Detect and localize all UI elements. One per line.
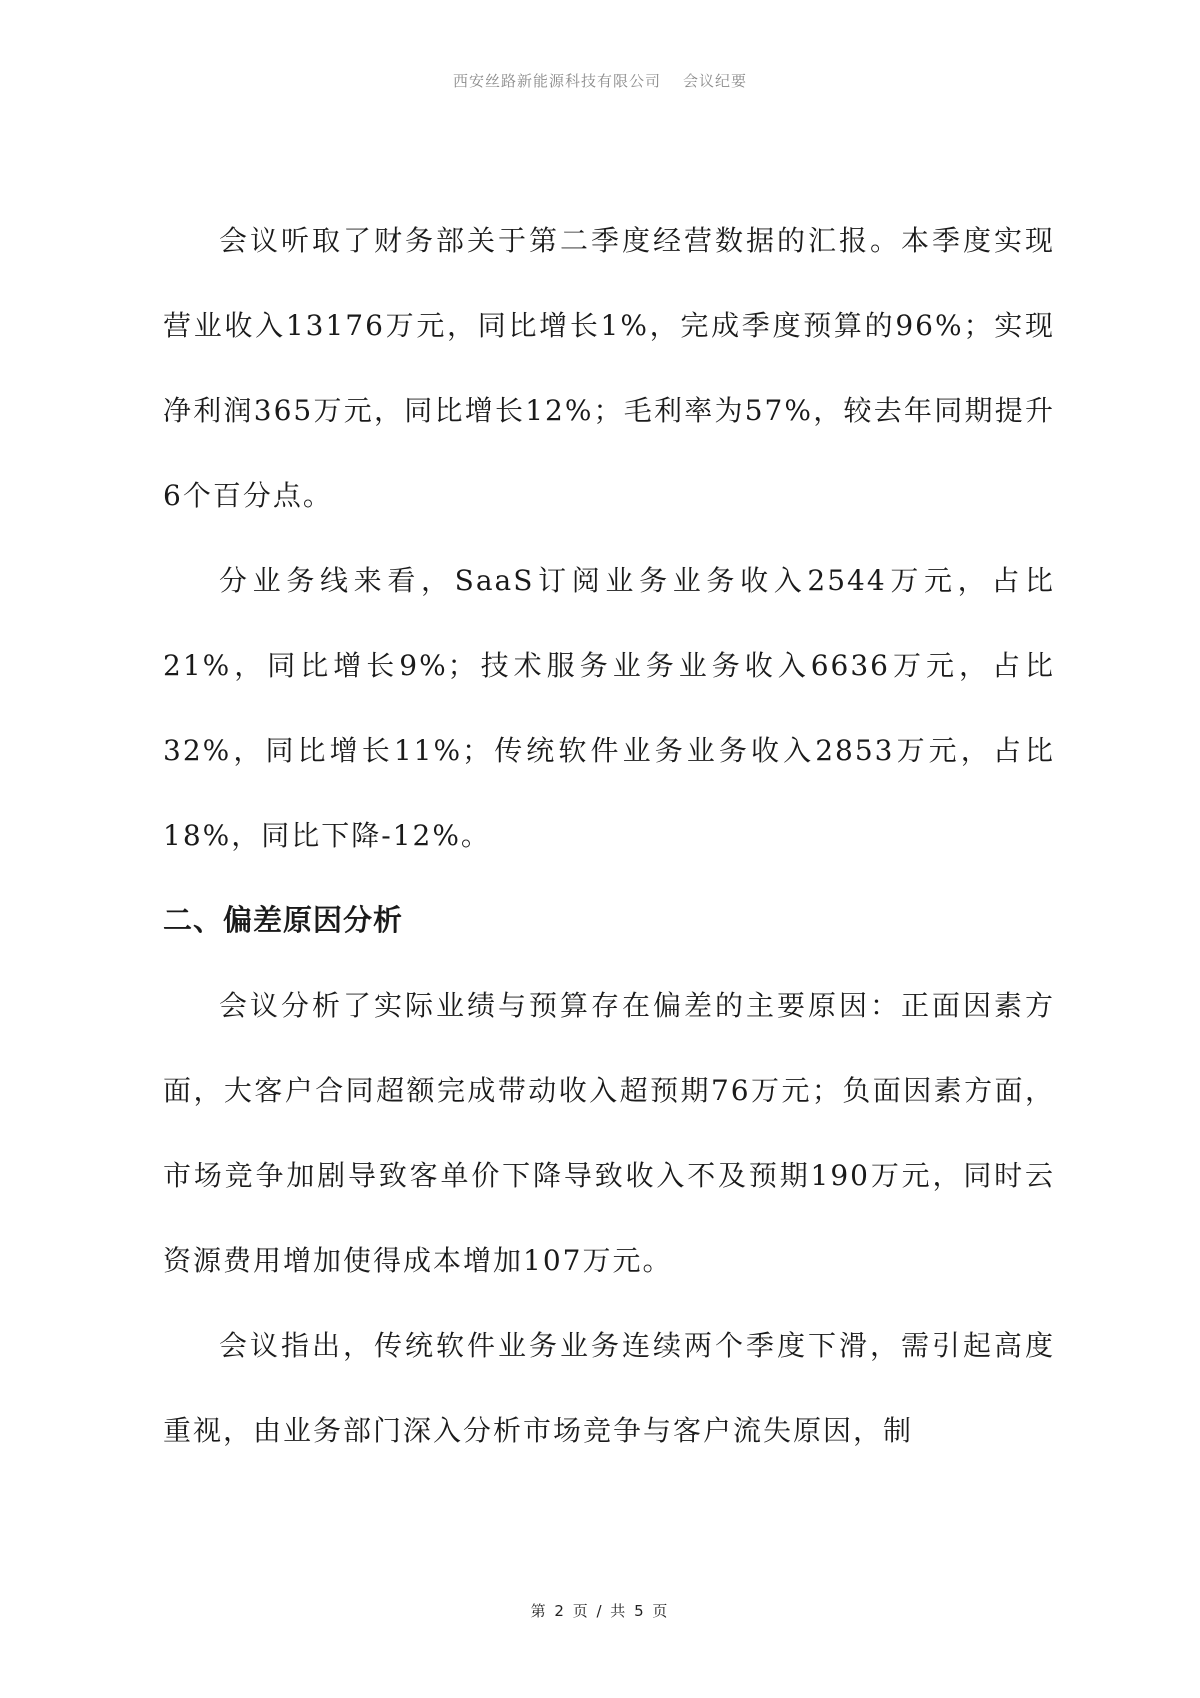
paragraph-meeting-notes: 会议指出，传统软件业务业务连续两个季度下滑，需引起高度重视，由业务部门深入分析市场竞争与客户流失原因，制 [163,1329,1055,1447]
header-company: 西安丝路新能源科技有限公司 [452,72,661,90]
paragraph-business-lines: 分业务线来看，SaaS订阅业务业务收入2544万元，占比21%，同比增长9%；技术服务业务业务收入6636万元，占比32%，同比增长11%；传统软件业务业务收入2853万元，占比18%，同比下降-12%。 [163,564,1055,852]
page-header [0,70,1200,91]
paragraph-deviation-reasons: 会议分析了实际业绩与预算存在偏差的主要原因：正面因素方面，大客户合同超额完成带动收入超预期76万元；负面因素方面，市场竞争加剧导致客单价下降导致收入不及预期190万元，同时云资源费用增加使得成本增加107万元。 [163,989,1055,1277]
page-number: 第 2 页 / 共 5 页 [530,1602,670,1620]
section-heading-deviation-analysis: 二、偏差原因分析 [163,903,404,937]
document-body [163,198,1055,1473]
page-footer [0,1600,1200,1621]
header-doc-type: 会议纪要 [683,72,748,90]
paragraph-financial-summary: 会议听取了财务部关于第二季度经营数据的汇报。本季度实现营业收入13176万元，同比增长1%，完成季度预算的96%；实现净利润365万元，同比增长12%；毛利率为57%，较去年同期提升6个百分点。 [163,224,1055,512]
